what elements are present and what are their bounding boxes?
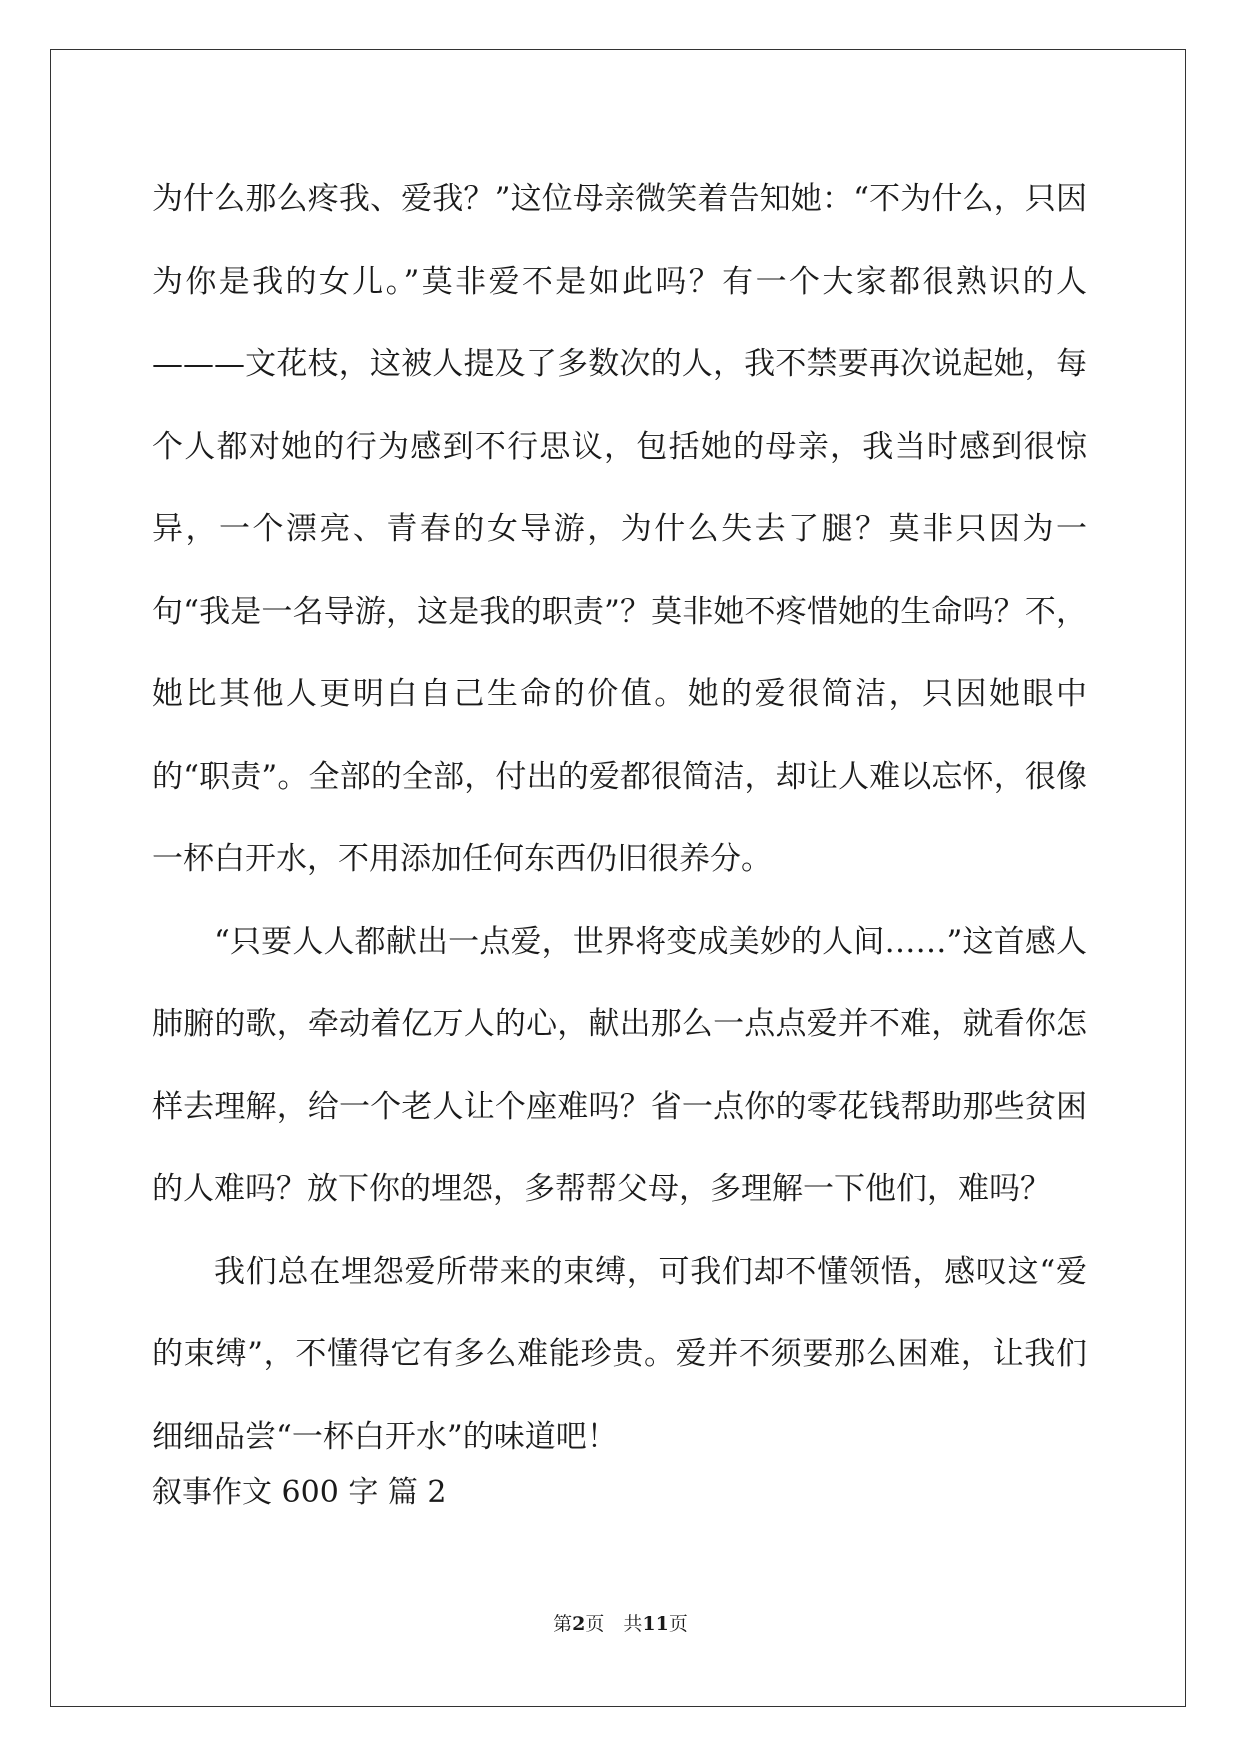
- footer-middle: 页 共: [585, 1613, 643, 1635]
- footer-current-page: 2: [572, 1613, 586, 1635]
- footer-prefix: 第: [553, 1613, 573, 1635]
- paragraph-3: 我们总在埋怨爱所带来的束缚，可我们却不懂领悟，感叹这“爱的束缚”，不懂得它有多么难能珍贵。爱并不须要那么困难，让我们细细品尝“一杯白开水”的味道吧！: [152, 1253, 1087, 1455]
- paragraph-2: “只要人人都献出一点爱，世界将变成美妙的人间……”这首感人肺腑的歌，牵动着亿万人的心，献出那么一点点爱并不难，就看你怎样去理解，给一个老人让个座难吗？省一点你的零花钱帮助那些贫困的人难吗？放下你的埋怨，多帮帮父母，多理解一下他们，难吗？: [152, 923, 1087, 1207]
- body-text: [152, 158, 1087, 1478]
- footer-total-pages: 11: [642, 1613, 669, 1635]
- footer-suffix: 页: [668, 1613, 688, 1635]
- section-heading: 叙事作文 600 字 篇 2: [152, 1475, 447, 1510]
- paragraph-1: 为什么那么疼我、爱我？”这位母亲微笑着告知她：“不为什么，只因为你是我的女儿。”莫非爱不是如此吗？有一个大家都很熟识的人———文花枝，这被人提及了多数次的人，我不禁要再次说起她，每个人都对她的行为感到不行思议，包括她的母亲，我当时感到很惊异，一个漂亮、青春的女导游，为什么失去了腿？莫非只因为一句“我是一名导游，这是我的职责”？莫非她不疼惜她的生命吗？不，她比其他人更明白自己生命的价值。她的爱很简洁，只因她眼中的“职责”。全部的全部，付出的爱都很简洁，却让人难以忘怀，很像一杯白开水，不用添加任何东西仍旧很养分。: [152, 181, 1087, 877]
- page-footer: [0, 1612, 1241, 1636]
